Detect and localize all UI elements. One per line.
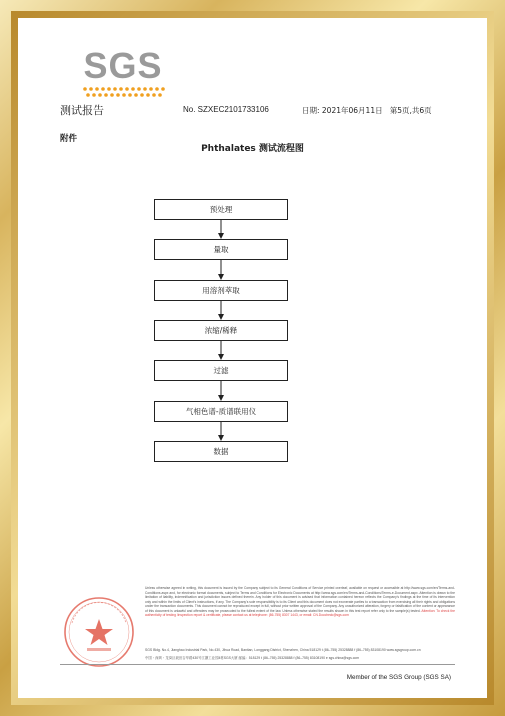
flow-arrow — [220, 341, 222, 360]
authenticity-notice: Attention: To check the authenticity of testing /inspection report & certificate, please contact us at telephone: (86-755) 8307 1443, or email: CN.Doccheck@sgs.com — [145, 608, 455, 617]
flow-arrow — [220, 422, 222, 441]
report-page-number: 第5页,共6页 — [389, 106, 432, 115]
flow-step: 数据 — [154, 441, 288, 462]
flow-step: 浓缩/稀释 — [154, 320, 288, 341]
footer-divider — [60, 664, 455, 665]
flow-step: 量取 — [154, 239, 288, 260]
report-date-page — [302, 105, 432, 116]
report-date: 日期: 2021年06月11日 — [302, 106, 383, 115]
report-page — [18, 18, 487, 698]
sgs-logo-text: SGS — [83, 45, 163, 86]
sgs-logo-dots — [81, 86, 165, 100]
flow-arrow — [220, 260, 222, 280]
flow-step: 用溶剂萃取 — [154, 280, 288, 301]
address-chinese: 中国・深圳・龙岗区坂田吉华路430号江灏工业园4栋SGS大厦 邮编：518129 t (86–755) 25328888 f (86–755) 83108190 e sgs.china@sgs.com — [145, 656, 360, 660]
sgs-logo — [78, 46, 168, 104]
flow-arrow — [220, 301, 222, 320]
flowchart-title: Phthalates 测试流程图 — [201, 144, 304, 154]
annex-label: 附件 — [60, 134, 78, 144]
flow-arrow — [220, 220, 222, 239]
sgs-member-line: Member of the SGS Group (SGS SA) — [346, 674, 451, 681]
flow-step: 气相色谱-质谱联用仪 — [154, 401, 288, 422]
flow-arrow — [220, 381, 222, 401]
report-number: No. SZXEC2101733106 — [183, 105, 269, 114]
company-seal-stamp — [62, 595, 136, 669]
report-title: 测试报告 — [60, 104, 104, 117]
terms-text: Unless otherwise agreed in writing, this document is issued by the Company subject to its General Conditions of Service printed overleaf, available on request or accessible at http://www.sgs.com/en/Terms-and-Conditions.aspx and, for electronic format documents, subject to Terms and Conditions for Electronic Documents at http://www.sgs.com/en/Terms-and-Conditions/Terms-e-Document.aspx. Attention is drawn to the limitation of liability, indemnification and jurisdiction issues defined therein. Any holder of this document is advised that information contained hereon reflects the Company's findings at the time of its intervention only and within the limits of Client's instructions, if any. The Company's sole responsibility is to its Client and this document does not exonerate parties to a transaction from exercising all their rights and obligations under the transaction documents. This document cannot be reproduced except in full, without prior written approval of the Company. Any unauthorized alteration, forgery or falsification of the content or appearance of this document is unlawful and offenders may be prosecuted to the fullest extent of the law. Unless otherwise stated the results shown in this test report refer only to the sample(s) tested. — [145, 586, 455, 613]
terms-fine-print — [145, 586, 455, 618]
flow-step: 过滤 — [154, 360, 288, 381]
flow-step: 预处理 — [154, 199, 288, 220]
address-english: SGS Bldg. No.4, Jianghao Industrial Park, No.430, Jihua Road, Bantian, Longgang District, Shenzhen, China 518129 t (86–755) 25328888 f (86–755) 83108190 www.sgsgroup.com.cn — [145, 648, 421, 652]
